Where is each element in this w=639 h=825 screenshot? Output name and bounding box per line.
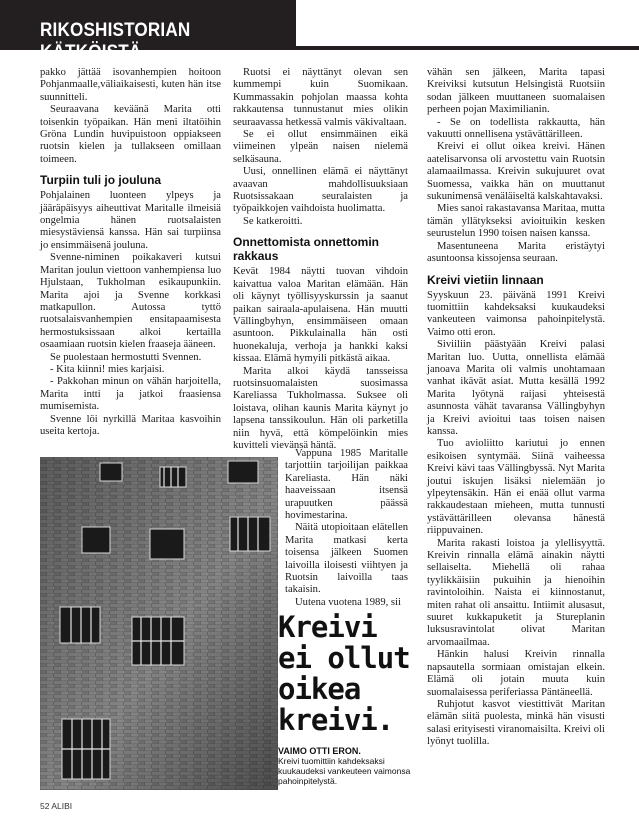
subheading-kreivi: Kreivi vietiin linnaan <box>427 272 544 287</box>
paragraph: Svenne-niminen poikakaveri kutsui Maritan joulun viettoon vanhempiensa luo Hjulstaan, Tukholman esikaupunkiin. Marita ajoi ja Svenne korkkasi matkapullon. Autossa tyttö ruotsalaisvanhempien ensitapaamisesta hermostuksissaan alkoi kertailla osaamiaan ruotsin kielen fraaseja ääneen. <box>40 252 221 351</box>
text-column-3 <box>427 67 605 749</box>
paragraph: pakko jättää isovanhempien hoitoon Pohjanmaalle,väliaikaisesti, kuten hän itse suunnitteli. <box>40 67 221 103</box>
prison-wall-photo <box>40 457 278 790</box>
paragraph: Syyskuun 23. päivänä 1991 Kreivi tuomittiin kahdeksaksi kuukaudeksi vankeuteen vaimonsa pahoinpitelystä. Vaimo otti eron. <box>427 289 605 338</box>
caption-title: VAIMO OTTI ERON. <box>278 746 361 756</box>
paragraph: Mies sanoi rakastavansa Maritaa, mutta tämän yllätykseksi avioituikin kesken seurustelun 1990 toisen naisen kanssa. <box>427 203 605 240</box>
page-folio: 52 ALIBI <box>40 801 73 811</box>
section-title: RIKOSHISTORIAN KÄTKÖISTÄ <box>40 20 191 63</box>
paragraph: Marita rakasti loistoa ja ylellisyyttä. Kreivin rinnalla elämä ainakin näytti sellaiselta. Miehellä oli rahaa tyylikkäisiin pukuihin ja hienoihin ravintoloihin. Naista ei kiinnostanut, miten rahat oli ansaittu. Intiimit alusasut, suuret kukkapuketit ja Stureplanin luksusravintolat olivat Maritan arvomaailmaa. <box>427 537 605 648</box>
paragraph: Seuraavana keväänä Marita otti toisenkin työpaikan. Hän meni iltatöihin Gröna Lundin huvipuistoon oppiakseen ruotsin kielen ja tullakseen omillaan toimeen. <box>40 104 221 165</box>
subheading-onnettomista: Onnettomista onnettomin rakkaus <box>233 235 379 264</box>
paragraph: - Kita kiinni! mies karjaisi. <box>50 363 165 375</box>
paragraph: - Pakkohan minun on vähän harjoitella, Marita intti ja jatkoi fraasiensa mumisemista. <box>40 376 221 413</box>
pull-quote-line: oikea <box>278 672 361 706</box>
paragraph: Hänkin halusi Kreivin rinnalla napsautella sormiaan omistajan elkein. Elämä oli jotain muuta kuin suomalaisessa periferiassa Päntäneellä. <box>427 649 605 698</box>
paragraph: vähän sen jälkeen, Marita tapasi Kreiviksi kutsutun Helsingistä Ruotsiin sodan jälkeen muuttaneen suomalaisen perheen pojan Maximilianin. <box>427 67 605 116</box>
section-tab <box>0 0 296 63</box>
page-header <box>0 0 639 63</box>
caption-text: Kreivi tuomittiin kahdeksaksi kuukaudeksi vankeuteen vaimonsa pahoinpitelystä. <box>278 756 411 786</box>
pull-quote <box>278 612 418 736</box>
paragraph: Kreivi ei ollut oikea kreivi. Hänen aatelisarvonsa oli arvostettu vain Ruotsin alamaailmassa. Kreivin sukujuuret ovat Suomessa, vaikka hän on muuttanut sukunimensä venäläiseltä kalskahtavaksi. <box>427 141 605 203</box>
paragraph: Kevät 1984 näytti tuovan vihdoin kaivattua valoa Maritan elämään. Hän oli käynyt työllisyyskurssin ja saanut paikan sairaala-apulaisena. Hän muutti Vällingbyhyn, ensimmäiseen omaan asuntoon. Pikkulainalla hän osti huonekaluja, verhoja ja hankki kaksi kissaa. Elämä hymyili pitkästä aikaa. <box>233 266 408 365</box>
paragraph: Svenne löi nyrkillä Maritaa kasvoihin useita kertoja. <box>40 413 221 437</box>
paragraph: Tuo avioliitto kariutui jo ennen esikoisen syntymää. Siinä vaiheessa Kreivi kävi taas Vällingbyssä. Nyt Marita joutui iskujen lisäksi nielemään jo ylpeytensäkin. Hän ei enää ollut varma rakkaudestaan mieheen, mutta tunnusti ystävättärilleen olevansa hänestä riippuvainen. <box>427 438 605 537</box>
paragraph: Masentuneena Marita eristäytyi asuntoonsa kissojensa seuraan. <box>427 240 605 265</box>
text-column-1 <box>40 67 221 438</box>
subheading-turpiin: Turpiin tuli jo jouluna <box>40 173 162 188</box>
paragraph: Uusi, onnellinen elämä ei näyttänyt avaavan mahdollisuuksiaan Ruotsissakaan seuralaisten ja työpaikkojen vaihdoista huolimatta. <box>233 166 408 215</box>
paragraph: Uutena vuotena 1989, sii <box>295 596 401 608</box>
paragraph: Ruhjotut kasvot viestittivät Maritan elämän siitä puolesta, minkä hän visusti salasi erityisesti viranomaisilta. Kreivi oli lyönyt tuolilla. <box>427 698 605 748</box>
header-rule <box>296 46 639 50</box>
paragraph: Se katkeroitti. <box>243 215 303 227</box>
pull-quote-line: kreivi. <box>278 703 394 737</box>
paragraph: Marita alkoi käydä tansseissa ruotsinsuomalaisten suosimassa Kareliassa Tukholmassa. Suksee oli loistava, olihan kaunis Marita käynyt jo lapsena tanssikoulun. Hän oli parketilla niin hyvä, että kömpelöinkin mies kuvitteli vievänsä häntä. <box>233 365 408 451</box>
paragraph: Se ei ollut ensimmäinen eikä viimeinen ylpeän naisen nielemä selkäsauna. <box>233 129 408 165</box>
paragraph: Pohjalainen luonteen ylpeys ja jääräpäisyys aiheuttivat Maritalle ilmeisiä ongelmia hänen ruotsalaisten miesystäviensä kanssa. Hän sai turpiinsa jo ensimmäisenä jouluna. <box>40 190 221 251</box>
paragraph: Näitä utopioitaan elätellen Marita matkasi kerta toisensa jälkeen Suomen laivoilla iloisesti viihtyen ja Ruotsin laivoilla taas takaisin. <box>285 522 408 596</box>
pull-quote-line: Kreivi <box>278 610 377 644</box>
paragraph: Se puolestaan hermostutti Svennen. <box>50 351 202 363</box>
text-column-2 <box>233 67 408 452</box>
pull-quote-line: ei ollut <box>278 641 410 675</box>
paragraph: Siviiliin päästyään Kreivi palasi Maritan luo. Uutta, onnellista elämää janoava Marita oli valmis unohtamaan vanhat ikävät asiat. Mutta kesällä 1992 Marita lyötynä raijasi yhteisestä asunnosta vähät tavaransa Vällingbyhyn ja Kreivi avioitui taas toisen naisen kanssa. <box>427 339 605 437</box>
paragraph: Vappuna 1985 Maritalle tarjottiin tarjoilijan paikkaa Kareliasta. Hän näki haaveissaan itsensä urapuutken päässä hovimestarina. <box>285 448 408 522</box>
pull-quote-block <box>278 612 418 786</box>
text-column-2-wrap <box>285 448 408 609</box>
paragraph: - Se on todellista rakkautta, hän vakuutti onnellisena ystävättärilleen. <box>427 116 605 141</box>
paragraph: Ruotsi ei näyttänyt olevan sen kummempi kuin Suomikaan. Kummassakin pohjolan maassa kohta rakkautensa tunnustanut mies olikin seuraavassa hetkessä valmis väkivaltaan. <box>233 67 408 128</box>
